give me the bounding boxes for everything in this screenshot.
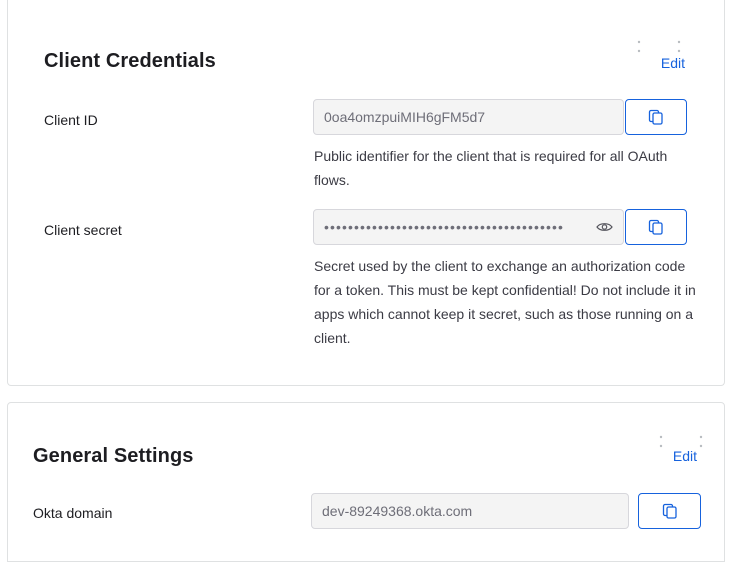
client-secret-input[interactable] bbox=[313, 209, 624, 245]
okta-domain-value: dev-89249368.okta.com bbox=[322, 503, 473, 519]
client-secret-value: •••••••••••••••••••••••••••••••••••••••• bbox=[324, 219, 565, 235]
general-settings-card bbox=[7, 402, 725, 562]
client-secret-help-text: Secret used by the client to exchange an authorization code for a token. This must be kept confidential! Do not include it in apps which cannot keep it secret, such as those running on a client. bbox=[314, 258, 696, 346]
copy-icon bbox=[648, 219, 664, 235]
general-settings-edit-button[interactable]: Edit bbox=[672, 448, 697, 464]
client-id-label: Client ID bbox=[44, 112, 98, 128]
okta-domain-input[interactable] bbox=[311, 493, 629, 529]
client-credentials-card bbox=[7, 0, 725, 386]
decorative-dots-icon bbox=[633, 36, 685, 56]
client-id-copy-button[interactable] bbox=[625, 99, 687, 135]
client-secret-label: Client secret bbox=[44, 222, 122, 238]
client-credentials-edit-button[interactable]: Edit bbox=[660, 55, 685, 71]
eye-icon[interactable] bbox=[595, 218, 613, 236]
client-id-input[interactable] bbox=[313, 99, 624, 135]
eye-glyph-icon bbox=[596, 221, 613, 233]
okta-domain-label: Okta domain bbox=[33, 505, 113, 521]
copy-icon bbox=[648, 109, 664, 125]
general-settings-title: General Settings bbox=[33, 445, 194, 467]
client-credentials-title: Client Credentials bbox=[44, 50, 216, 72]
client-id-value: 0oa4omzpuiMIH6gFM5d7 bbox=[324, 109, 486, 125]
copy-icon bbox=[662, 503, 678, 519]
client-id-help-text: Public identifier for the client that is required for all OAuth flows. bbox=[314, 148, 668, 188]
client-secret-copy-button[interactable] bbox=[625, 209, 687, 245]
okta-domain-copy-button[interactable] bbox=[638, 493, 701, 529]
